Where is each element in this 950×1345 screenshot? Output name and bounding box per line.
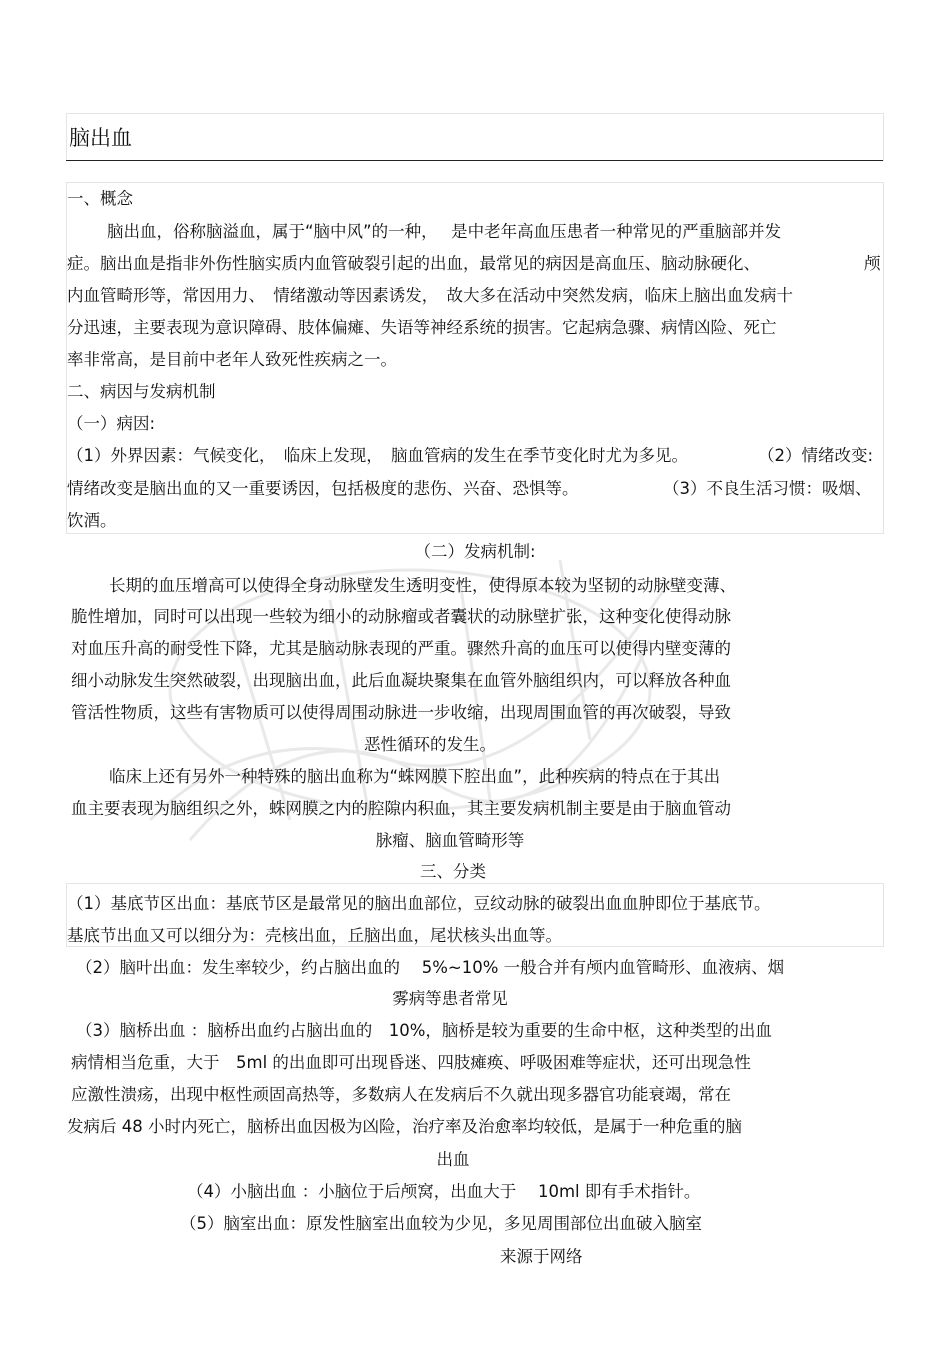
section-1-line-1: 脑出血，俗称脑溢血，属于“脑中风”的一种， 是中老年高血压患者一种常见的严重脑部并发 [107,222,782,241]
section-1-line-4: 分迅速，主要表现为意识障碍、肢体偏瘫、失语等神经系统的损害。它起病急骤、病情凶险、死亡 [67,318,777,337]
class-line-10: （4）小脑出血 ：小脑位于后颅窝，出血大于 10ml 即有手术指针。 [187,1182,701,1201]
mechanism-line-6: 恶性循环的发生。 [364,735,496,754]
cause-line-3: 饮酒。 [67,511,117,530]
class-line-9: 出血 [436,1150,470,1169]
mechanism-line-8: 血主要表现为脑组织之外，蛛网膜之内的腔隙内积血，其主要发病机制主要是由于脑血管动 [71,799,731,818]
class-line-4: 雾病等患者常见 [392,989,508,1008]
class-line-2: 基底节出血又可以细分为：壳核出血，丘脑出血，尾状核头出血等。 [67,926,562,945]
mechanism-line-1: 长期的血压增高可以使得全身动脉壁发生透明变性，使得原本较为坚韧的动脉壁变薄、 [109,576,736,595]
title-underline [66,160,883,161]
mechanism-line-3: 对血压升高的耐受性下降，尤其是脑动脉表现的严重。骤然升高的血压可以使得内壁变薄的 [71,639,731,658]
class-line-3: （2）脑叶出血：发生率较少，约占脑出血的 5%~10% 一般合并有颅内血管畸形、血液病、烟 [76,958,785,977]
class-line-11: （5）脑室出血：原发性脑室出血较为少见，多见周围部位出血破入脑室 [180,1214,702,1233]
mechanism-line-7: 临床上还有另外一种特殊的脑出血称为“蛛网膜下腔出血”，此种疾病的特点在于其出 [109,767,721,786]
source-note: 来源于网络 [500,1247,583,1266]
section-2-heading: 二、病因与发病机制 [67,382,216,401]
section-3-heading: 三、分类 [420,862,486,881]
cause-subheading: （一）病因: [67,414,156,433]
cause-line-2-tail: （3）不良生活习惯：吸烟、 [663,479,872,498]
class-line-6: 病情相当危重，大于 5ml 的出血即可出现昏迷、四肢瘫痪、呼吸困难等症状，还可出现急性 [71,1053,751,1072]
mechanism-line-9: 脉瘤、脑血管畸形等 [375,831,525,850]
mechanism-line-5: 管活性物质，这些有害物质可以使得周围动脉进一步收缩，出现周围血管的再次破裂，导致 [71,703,731,722]
page-title: 脑出血 [69,126,132,150]
mechanism-line-4: 细小动脉发生突然破裂，出现脑出血，此后血凝块聚集在血管外脑组织内，可以释放各种血 [71,671,731,690]
title-box [66,113,884,161]
cause-line-1: （1）外界因素：气候变化， 临床上发现， 脑血管病的发生在季节变化时尤为多见。 [67,446,688,465]
class-line-1: （1）基底节区出血：基底节区是最常见的脑出血部位，豆纹动脉的破裂出血血肿即位于基底节。 [67,894,771,913]
class-line-8: 发病后 48 小时内死亡，脑桥出血因极为凶险，治疗率及治愈率均较低，是属于一种危重的脑 [67,1117,742,1136]
mechanism-line-2: 脆性增加，同时可以出现一些较为细小的动脉瘤或者囊状的动脉壁扩张，这种变化使得动脉 [71,607,731,626]
class-line-7: 应激性溃疡，出现中枢性顽固高热等，多数病人在发病后不久就出现多器官功能衰竭，常在 [71,1085,731,1104]
mechanism-subheading: （二）发病机制: [414,542,536,561]
cause-line-1-tail: （2）情绪改变: [758,446,874,465]
section-1-heading: 一、概念 [67,189,133,208]
section-1-line-5: 率非常高，是目前中老年人致死性疾病之一。 [67,350,397,369]
section-1-line-2-tail: 颅 [864,254,881,273]
section-1-line-2: 症。脑出血是指非外伤性脑实质内血管破裂引起的出血，最常见的病因是高血压、脑动脉硬化、 [67,254,760,273]
cause-line-2: 情绪改变是脑出血的又一重要诱因，包括极度的悲伤、兴奋、恐惧等。 [67,479,579,498]
class-line-5: （3）脑桥出血 ：脑桥出血约占脑出血的 10%，脑桥是较为重要的生命中枢，这种类型的出血 [76,1021,772,1040]
section-1-line-3: 内血管畸形等，常因用力、 情绪激动等因素诱发， 故大多在活动中突然发病，临床上脑出血发病十 [67,286,793,305]
